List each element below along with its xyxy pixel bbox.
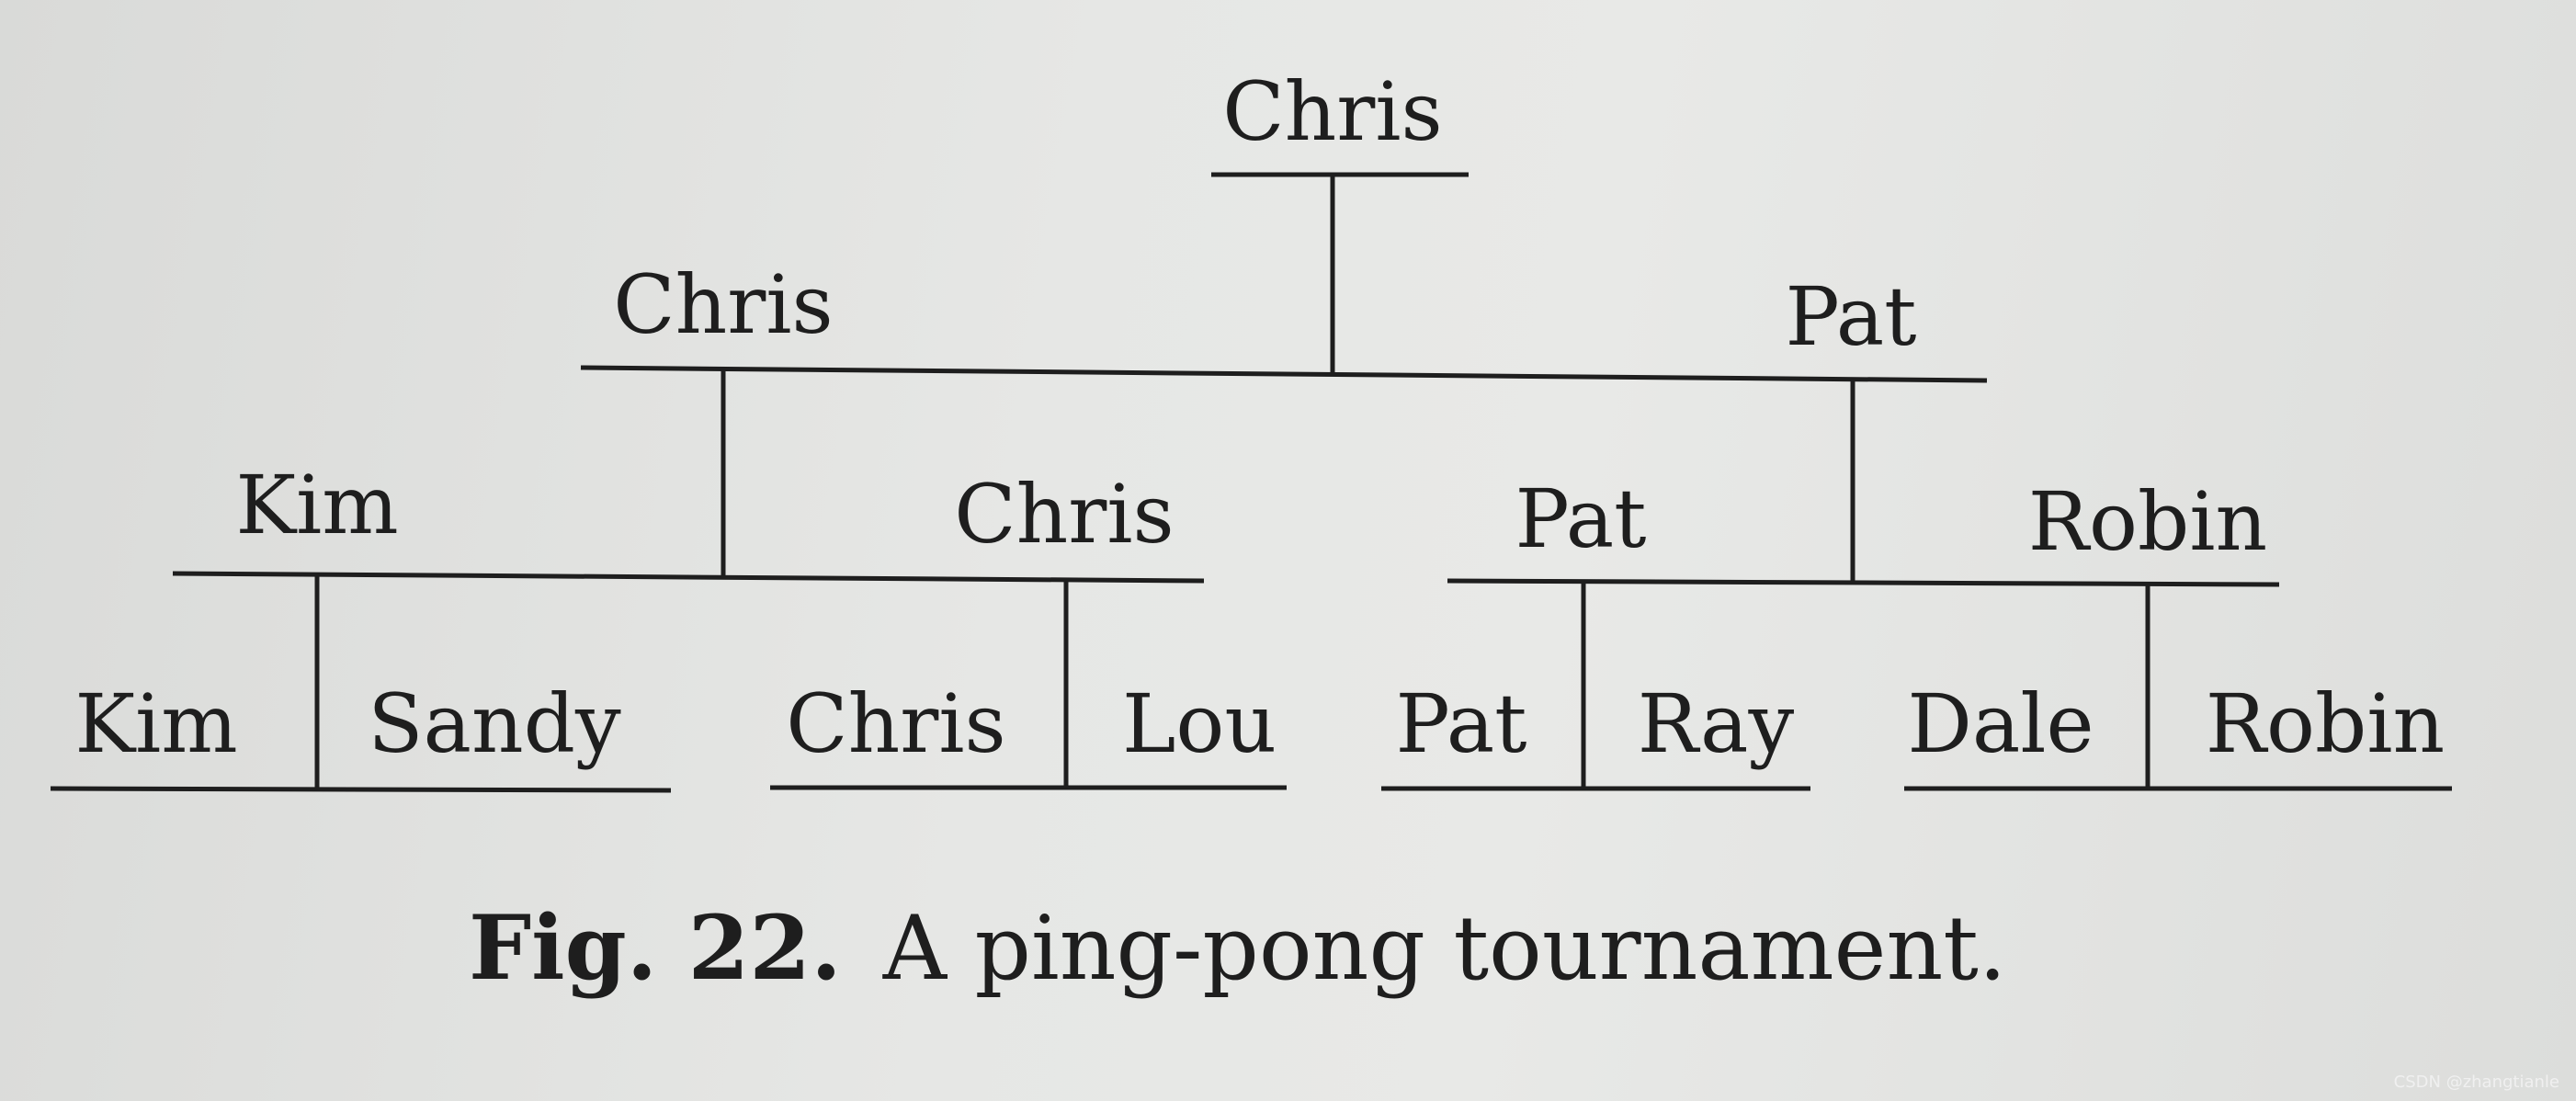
- player-pat: Pat: [1395, 676, 1527, 771]
- final-winner-label: Chris: [1222, 64, 1443, 159]
- player-lou: Lou: [1121, 676, 1277, 771]
- quarterfinal-4-winner-label: Robin: [2027, 474, 2268, 569]
- semifinal-line: [581, 368, 1987, 380]
- quarterfinal-2-winner-label: Chris: [954, 467, 1175, 562]
- quarterfinal-right-line: [1447, 581, 2279, 585]
- player-chris: Chris: [786, 676, 1006, 771]
- quarterfinal-left-line: [173, 573, 1204, 581]
- semifinal-2-winner-label: Pat: [1785, 269, 1917, 364]
- player-sandy: Sandy: [368, 676, 621, 771]
- semifinal-1-winner-label: Chris: [613, 257, 834, 352]
- figure-caption: [469, 896, 2006, 1000]
- match-1-line: [51, 789, 671, 790]
- player-robin: Robin: [2205, 676, 2445, 771]
- player-ray: Ray: [1637, 676, 1795, 771]
- figure-caption-label: Fig. 22.: [469, 896, 842, 1000]
- figure-caption-text: A ping-pong tournament.: [882, 897, 2007, 1000]
- player-dale: Dale: [1907, 676, 2094, 771]
- watermark: CSDN @zhangtianle: [2393, 1073, 2559, 1092]
- quarterfinal-3-winner-label: Pat: [1515, 471, 1647, 566]
- player-kim: Kim: [74, 676, 238, 771]
- quarterfinal-1-winner-label: Kim: [235, 458, 399, 552]
